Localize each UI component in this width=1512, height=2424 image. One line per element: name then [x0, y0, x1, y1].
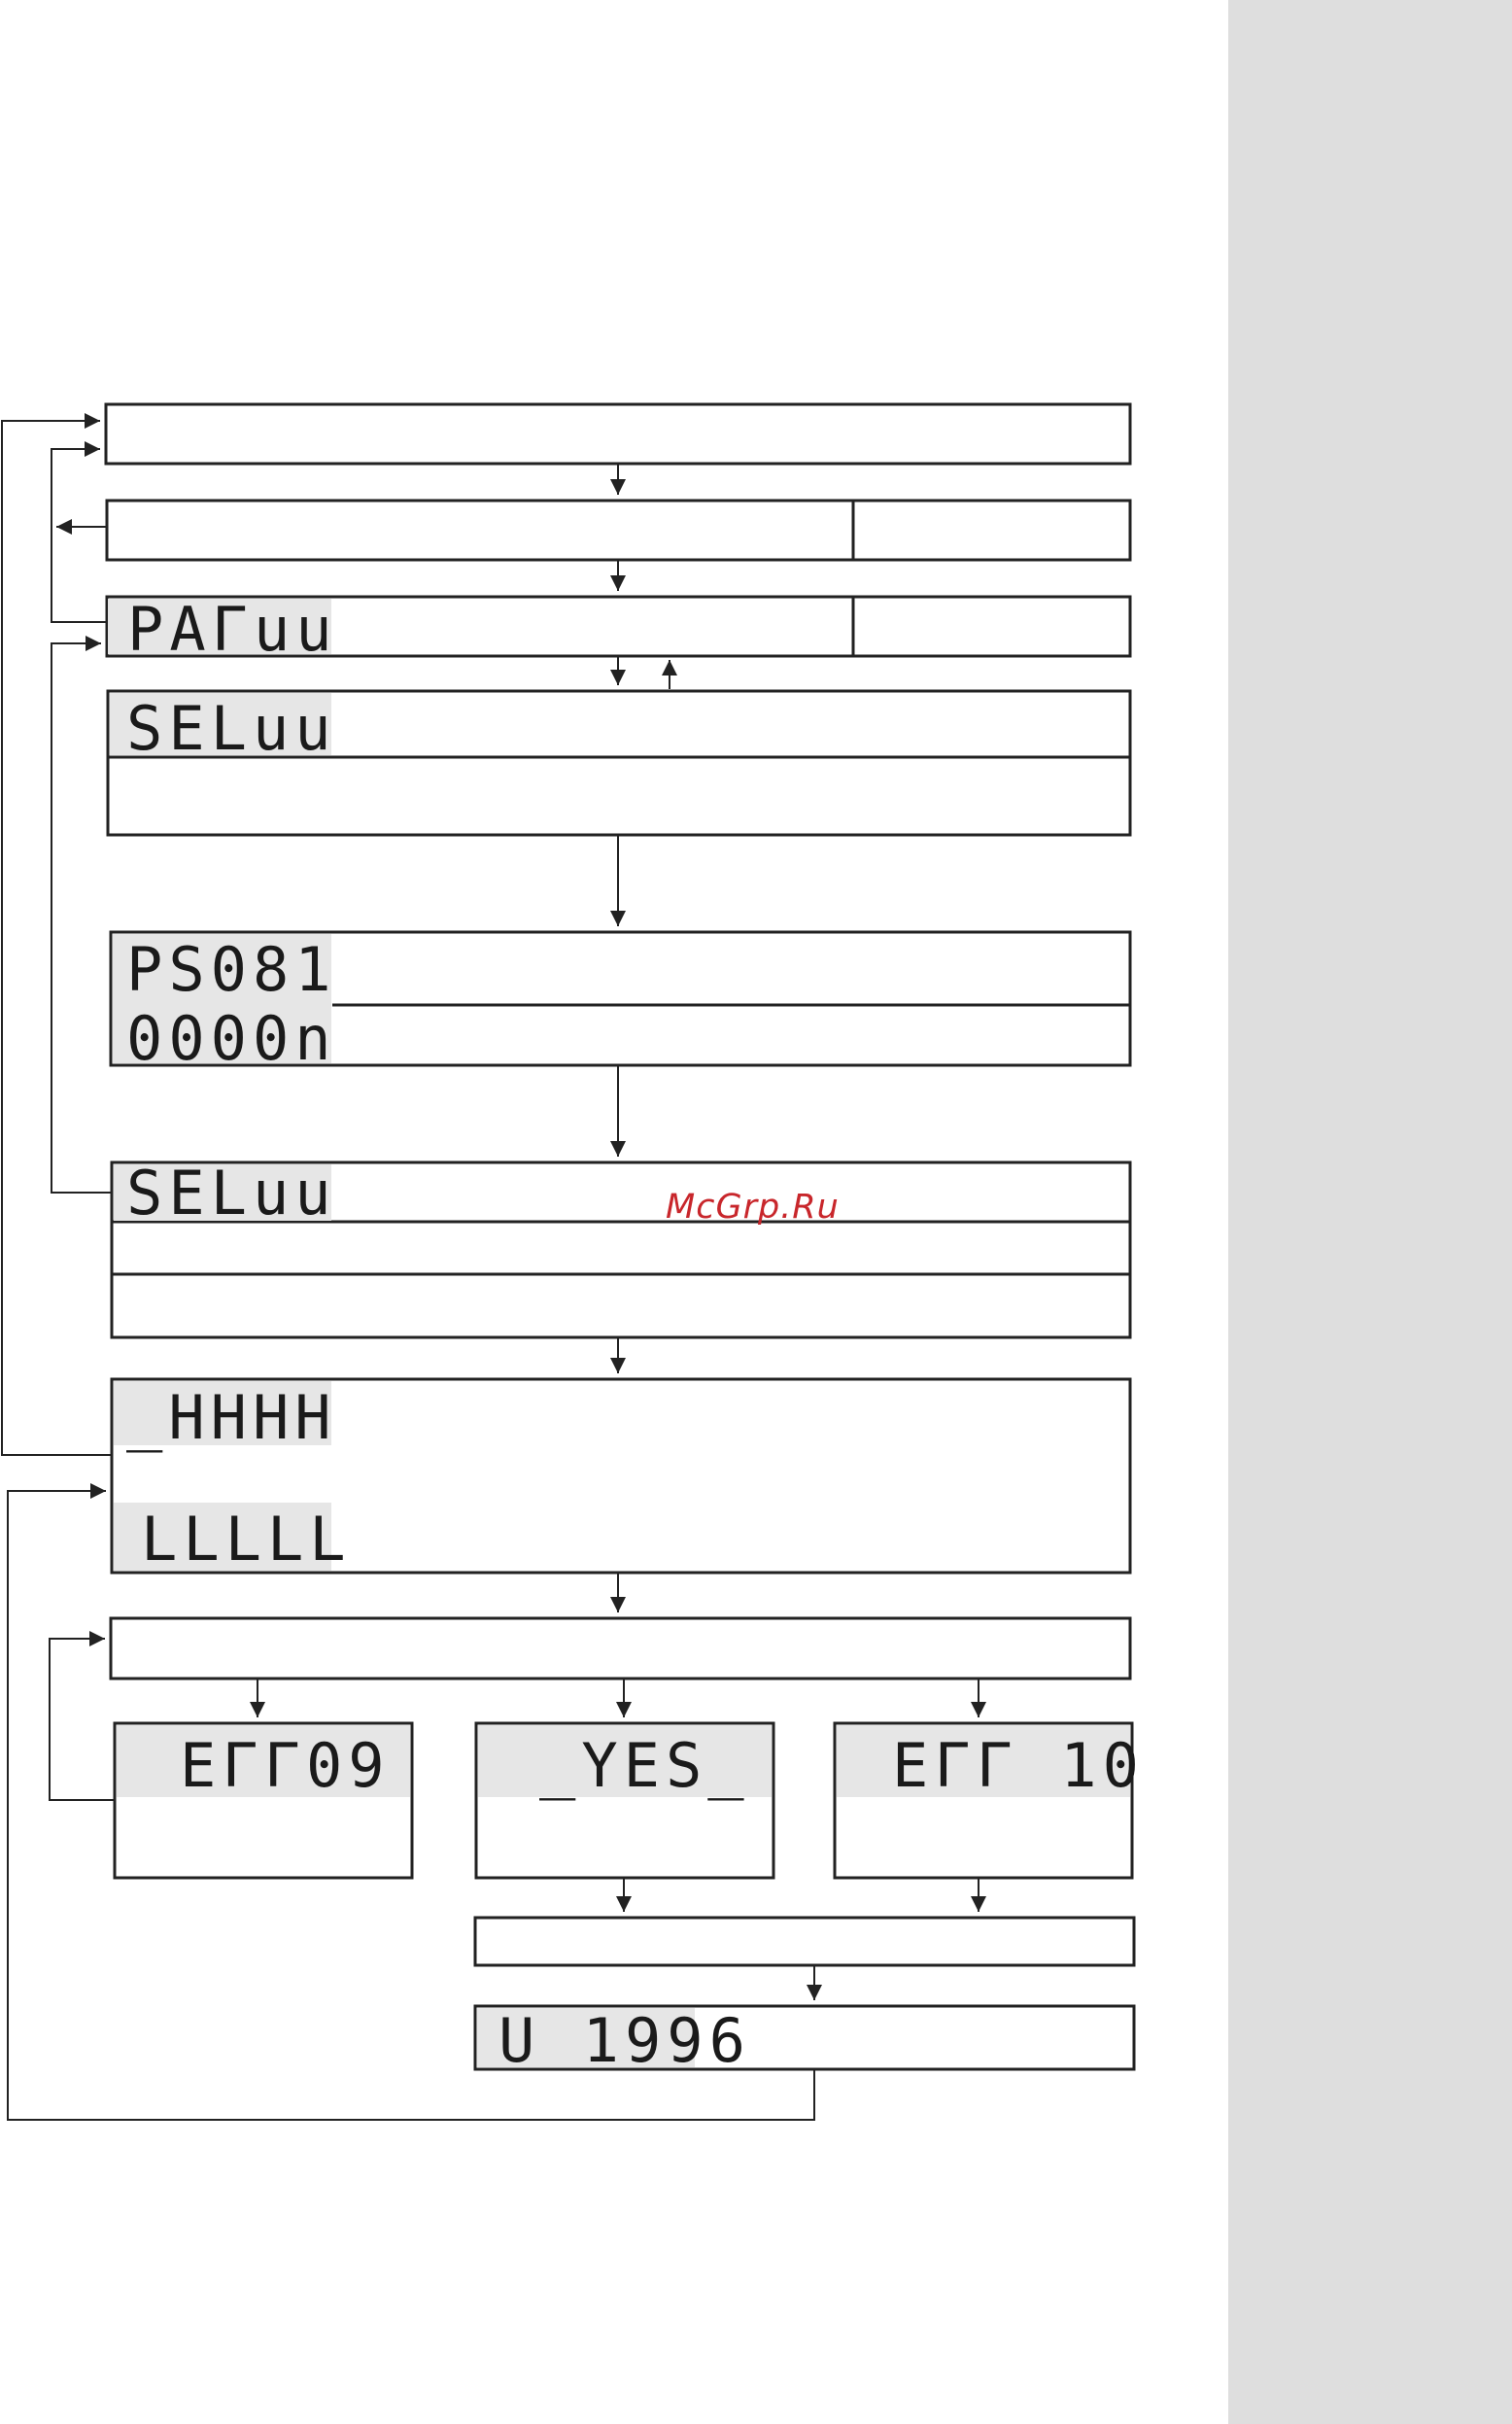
lcd-err09: EΓΓ09 [180, 1730, 391, 1801]
flow-box-start [106, 404, 1130, 464]
lcd-ps: PS081 [126, 934, 337, 1005]
flow-box-2 [107, 501, 1130, 560]
lcd-sel-2: SELuu [126, 1158, 337, 1229]
page-margin-panel [1228, 0, 1512, 2424]
lcd-sel-1: SELuu [126, 693, 337, 764]
lcd-low: LLLLL [141, 1504, 352, 1575]
lcd-value: 0000n [126, 1003, 337, 1074]
lcd-err10: EΓΓ 10 [892, 1730, 1145, 1801]
lcd-par: PAΓuu [127, 594, 338, 665]
lcd-backgrounds [108, 599, 1130, 2067]
lcd-yes: _YES_ [539, 1730, 750, 1801]
flow-box-save [475, 1918, 1134, 1965]
flow-box-check [111, 1618, 1130, 1679]
watermark-text: McGrp.Ru [666, 1188, 840, 1227]
lcd-high: _HHHH [126, 1382, 337, 1453]
lcd-version: U 1996 [498, 2005, 751, 2076]
connectors [2, 421, 979, 2120]
